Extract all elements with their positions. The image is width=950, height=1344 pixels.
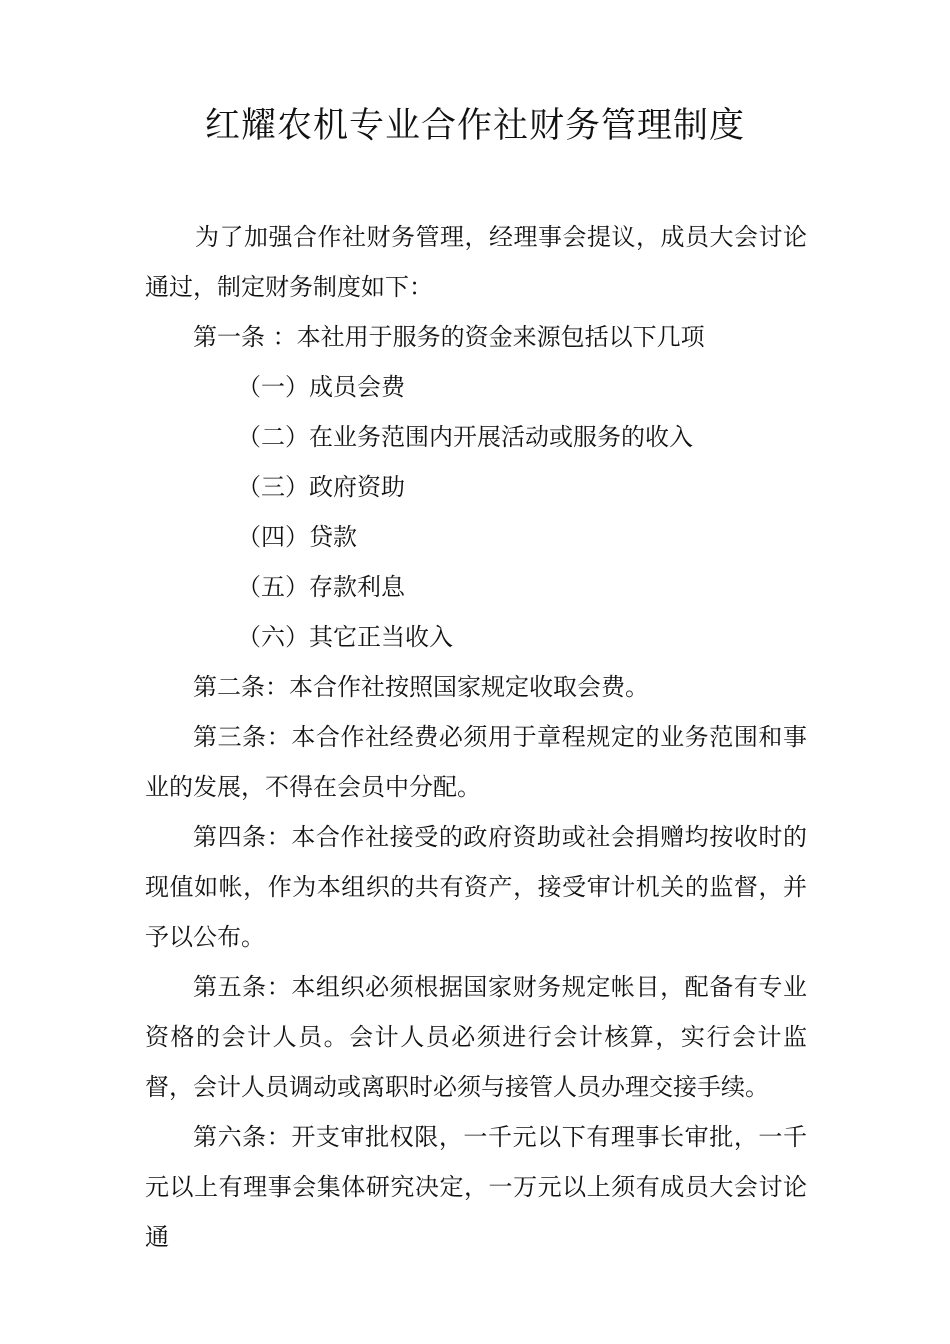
article-1-item-5: （五）存款利息 <box>237 573 405 601</box>
article-1-item-6: （六）其它正当收入 <box>237 623 453 651</box>
article-1-item-4: （四）贷款 <box>237 523 357 551</box>
document-title: 红耀农机专业合作社财务管理制度 <box>204 106 745 146</box>
article-2: 第二条：本合作社按照国家规定收取会费。 <box>193 673 649 701</box>
article-1-item-3: （三）政府资助 <box>237 473 405 501</box>
article-6: 第六条：开支审批权限，一千元以下有理事长审批，一千元以上有理事会集体研究决定，一万元以上须有成员大会讨论通 <box>145 1123 807 1251</box>
article-4: 第四条：本合作社接受的政府资助或社会捐赠均按收时的现值如帐，作为本组织的共有资产，接受审计机关的监督，并予以公布。 <box>145 823 807 951</box>
article-5: 第五条：本组织必须根据国家财务规定帐目，配备有专业资格的会计人员。会计人员必须进行会计核算，实行会计监督，会计人员调动或离职时必须与接管人员办理交接手续。 <box>145 973 807 1101</box>
article-1: 第一条 ：本社用于服务的资金来源包括以下几项 <box>193 323 705 351</box>
article-1-item-2: （二）在业务范围内开展活动或服务的收入 <box>237 423 693 451</box>
intro-paragraph: 为了加强合作社财务管理，经理事会提议，成员大会讨论通过，制定财务制度如下： <box>145 223 807 301</box>
document-body <box>145 212 807 1262</box>
article-3: 第三条：本合作社经费必须用于章程规定的业务范围和事业的发展，不得在会员中分配。 <box>145 723 807 801</box>
article-1-item-1: （一）成员会费 <box>237 373 405 401</box>
